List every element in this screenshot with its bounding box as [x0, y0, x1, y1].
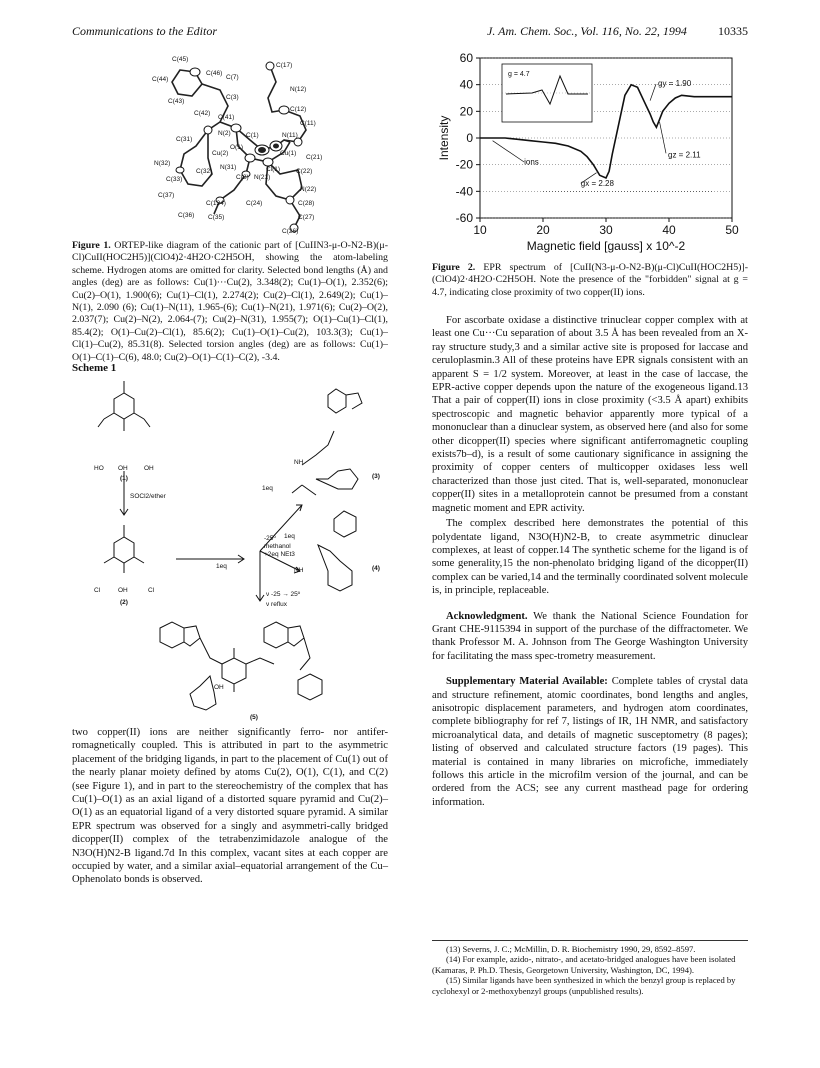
footnote: (14) For example, azido-, nitrato-, and acetato-bridged analogues have been isolated (Kamaras, P. Ph.D. Thesis, Georgetown University, Washington, DC, 1994).: [432, 954, 736, 975]
atom-label: C(32): [196, 168, 213, 175]
scheme1-diagram: [72, 375, 388, 625]
scheme-title: Scheme 1: [72, 362, 117, 374]
left-body-text: two copper(II) ions are neither significantly ferro- nor antifer-romagnetically coupled. This is attributed in part to the asymmetric placement of the bridging ligands, in part to the placement of Cu(1) out of the nearly planar moiety defined by atoms Cu(2), O(1), C(1), and C(2) (see Figure 1), and in part to the stereochemistry of the complex that has Cu(1)–O(1) as an axial ligand of a distorted square pyramid and Cu(2)–O(1) as an equatorial ligand of a very distorted square pyramid. A similar EPR spectrum was observed for a singly and asymmetri-cally bridged dicopper(II) complex of the tetrabenzimidazole analogue of the N3O(H)N2-B ligand.7d In this complex, vacant sites at each copper are occupied by water, and a similar axial–equatorial arrangement of the Cu–Ophenolato bonds is observed.: [72, 727, 388, 886]
scheme-label: OH: [214, 684, 224, 691]
atom-label: C(3): [226, 94, 239, 101]
x-axis-label: Magnetic field [gauss] x 10^-2: [526, 239, 686, 253]
scheme-label: OH: [144, 465, 154, 472]
running-head-right: J. Am. Chem. Soc., Vol. 116, No. 22, 1994: [487, 24, 687, 38]
atom-label: C(36): [178, 212, 195, 219]
atom-label: C(24): [246, 200, 263, 207]
compound-2-label: (2): [120, 599, 128, 606]
scheme-label: NH: [294, 567, 304, 574]
atom-label: C(41): [218, 114, 235, 121]
chart-annotation: gy = 1.90: [658, 79, 692, 88]
figure1-caption-label: Figure 1.: [72, 240, 111, 251]
figure1-ortep: [150, 50, 350, 240]
atom-label: N(21): [254, 174, 271, 181]
atom-label: C(7): [226, 74, 239, 81]
y-tick-label: -60: [455, 211, 473, 225]
atom-label: C(43): [168, 98, 185, 105]
annotation-pointer: [660, 122, 666, 153]
atom-label: C(17): [276, 62, 293, 69]
figure2-caption: [432, 262, 748, 299]
compound5-svg: [150, 618, 370, 718]
footnote: (13) Severns, J. C.; McMillin, D. R. Biochemistry 1990, 29, 8592–8597.: [446, 944, 696, 954]
scheme-label: HO: [94, 465, 104, 472]
y-tick-label: 0: [466, 131, 473, 145]
acknowledgment-heading: Acknowledgment.: [446, 610, 528, 622]
atom-label: C(26): [282, 228, 299, 235]
footnote: (15) Similar ligands have been synthesized in which the benzyl group is replaced by cyclohexyl or 2-methoxybenzyl groups (unpublished results).: [432, 975, 736, 996]
atom-label: C(22): [296, 168, 313, 175]
compound5-structure: [150, 618, 370, 721]
page-number: 10335: [718, 24, 748, 38]
condition-label: methanol: [264, 543, 291, 550]
paragraph-ascorbate: For ascorbate oxidase a distinctive trinuclear copper complex with at least one Cu···Cu separation of about 3.5 Å has been revealed from an X-ray structure study,3 and a similar active site is proposed for laccase and ceruloplasmin.3 All of these proteins have EPR signals consistent with an apparent S = 1/2 system. Moreover, at least in the case of laccase, the EPR-active copper depends upon the nature of the exogeneous ligand.13 That a pair of copper(II) ions in close proximity (<3.5 Å apart) exhibits spectroscopic and magnetic behavior apparently more typical of a mononuclear than a dinuclear system, as observed here (and also for some other dicopper(II) species where significant antiferromagnetic coupling exists7b–d), is a result of some cautionary significance in assigning the proximity of copper centers of multicopper oxidases less well characterized than those just cited. That is, well-separated, mononuclear copper(II) sites in a metalloprotein cannot be presumed from a constant magnetic moment and EPR activity.: [432, 315, 748, 514]
atom-label: Cu(2): [212, 150, 229, 157]
atom-label: C(21): [306, 154, 323, 161]
acknowledgment-text: We thank the National Science Foundation for Grant CHE-9115394 in support of the purchase of the diffractometer. We thank Professor M. A. Johnson from The George Washington University for facilitating the mass spec-trometry measurement.: [432, 610, 748, 662]
x-tick-label: 20: [536, 223, 550, 237]
running-head-left: Communications to the Editor: [72, 24, 217, 38]
y-tick-label: -20: [455, 157, 473, 172]
chart-annotation: gz = 2.11: [668, 150, 701, 160]
atom-label: C(42): [194, 110, 211, 117]
x-tick-label: 40: [662, 223, 676, 237]
atom-label: N(32): [154, 160, 171, 167]
scheme-label: Cl: [94, 587, 101, 594]
atom-label: C(134): [206, 200, 226, 207]
atom-label: C(12): [290, 106, 307, 113]
atom-label: N(31): [220, 164, 237, 171]
atom-label: C(33): [166, 176, 183, 183]
y-tick-label: -40: [455, 184, 473, 199]
atom-label: C(37): [158, 192, 175, 199]
epr-spectrum-svg: [432, 50, 748, 256]
supplementary-heading: Supplementary Material Available:: [446, 676, 608, 688]
chart-annotation: gx = 2.28: [580, 179, 614, 188]
atom-label: O(1): [230, 144, 243, 151]
atom-label: C(45): [172, 56, 189, 63]
atom-label: C(35): [208, 214, 225, 221]
figure2-caption-text: EPR spectrum of [CuII(N3-μ-O-N2-B)(μ-Cl)CuII(HOC2H5)]-(ClO4)2·4H2O·C2H5OH. Note the presence of the "forbidden" signal at g = 4.7, indicating close proximity of two copper(II) ions.: [432, 262, 748, 298]
footnotes: [432, 944, 748, 996]
compound-5-label: (5): [250, 714, 258, 721]
chart-annotation: ions: [524, 157, 539, 167]
atom-label: C(11): [300, 120, 316, 127]
atom-label: C(27): [298, 214, 315, 221]
reagent-label: SOCl2/ether: [130, 493, 166, 500]
condition-label: ν reflux: [266, 601, 287, 608]
atom-label: Cu(1): [280, 150, 297, 157]
atom-label: C(28): [298, 200, 315, 207]
x-tick-label: 50: [725, 223, 739, 237]
atom-label: C(46): [206, 70, 223, 77]
x-tick-label: 10: [473, 223, 487, 237]
atom-label: C(2): [236, 174, 249, 181]
supplementary-text: Complete tables of crystal data and structure refinement, atomic coordinates, bond lengths and angles, anisotropic displacement parameters, and hydrogen atom coordinates, complete bibliography for ref 7, listings of IR, 1H NMR, and satisfactory microanalytical data, and details of magnetic susceptometry (8 pages); listing of observed and calculated structure factors (19 pages). This material is contained in many libraries on microfiche, immediately follows this article in the microfilm version of the journal, and can be ordered from the ACS; see any current masthead page for ordering information.: [432, 676, 748, 808]
compound-3-label: (3): [372, 473, 380, 480]
y-tick-label: 40: [459, 77, 473, 92]
acknowledgment: [432, 610, 748, 664]
atom-label: N(2): [218, 130, 231, 137]
figure1-caption-text: ORTEP-like diagram of the cationic part of [CuIIN3-μ-O-N2-B)(μ-Cl)CuII(HOC2H5)](ClO4)2·4H2O·C2H5OH, showing the atom-labeling scheme. Hydrogen atoms are omitted for clarity. Selected bond lengths (Å) and angles (deg) are as follows: Cu(1)···Cu(2), 3.348(2); Cu(1)–O(1), 2.352(6); Cu(2)–O(1), 1.900(6); Cu(1)–Cl(1), 2.274(2); Cu(2)–Cl(1), 2.649(2); Cu(1)–N(1), 2.090 (6); Cu(1)–N(11), 1.965-(6); Cu(1)–N(21), 1.971(6); Cu(2)–O(2), 2.037(7); Cu(2)–N(2), 2.064-(7); Cu(2)–N(31), 1.955(7); O(1)–Cu(1)–Cl(1), 85.4(2); O(1)–Cu(2)–Cl(1), 85.6(2); Cu(1)–O(1)–Cu(2), 103.3(3); Cu(1)–Cl(1)–Cu(2), 85.31(8). Selected torsion angles (deg) are as follows: Cu(1)–O(1)–C(1)–C(6), 48.0; Cu(2)–O(1)–C(1)–C(2), -3.4.: [72, 240, 389, 363]
atom-label: Cl(1): [266, 166, 281, 173]
reagent-label: 1eq: [262, 485, 273, 492]
atom-label: N(22): [300, 186, 317, 193]
reagent-label: 1eq: [284, 533, 295, 540]
annotation-pointer: [650, 84, 656, 101]
condition-label: ν -25 → 25º: [266, 591, 301, 598]
condition-label: +2eq NEt3: [264, 551, 295, 558]
atom-label: N(12): [290, 86, 307, 93]
figure2-caption-label: Figure 2.: [432, 262, 476, 273]
supplementary-material: [432, 675, 748, 809]
scheme-label: Cl: [148, 587, 155, 594]
y-axis-label: Intensity: [437, 115, 451, 161]
footnote-divider: [432, 940, 748, 941]
atom-label: N(11): [282, 132, 298, 139]
chart-annotation: g = 4.7: [508, 71, 530, 78]
condition-label: -25º: [264, 535, 276, 542]
paragraph-complex: The complex described here demonstrates the potential of this polydentate ligand, N3O(H)N2-B, to create asymmetric dinuclear complexes, at least of copper.14 The synthetic scheme for the ligand is of some generality,15 the non-phenolato bridging ligand of the dicopper(II) complex can be varied,14 and the terminally coordinated solvent molecule is, in principle, replaceable.: [432, 518, 748, 597]
figure2-chart: [432, 50, 748, 256]
y-tick-label: 20: [459, 104, 473, 119]
y-tick-label: 60: [459, 51, 473, 65]
figure1-caption: [72, 240, 388, 364]
right-body: [432, 314, 748, 809]
reagent-label: 1eq: [216, 563, 227, 570]
atom-label: C(44): [152, 76, 169, 83]
atom-label: C(31): [176, 136, 193, 143]
scheme-label: OH: [118, 465, 128, 472]
compound-4-label: (4): [372, 565, 380, 572]
compound-1-label: (1): [120, 475, 128, 482]
atom-label: C(1): [246, 132, 259, 139]
annotation-pointer: [493, 141, 524, 162]
scheme-label: OH: [118, 587, 128, 594]
scheme-label: NH: [294, 459, 304, 466]
x-tick-label: 30: [599, 223, 613, 237]
